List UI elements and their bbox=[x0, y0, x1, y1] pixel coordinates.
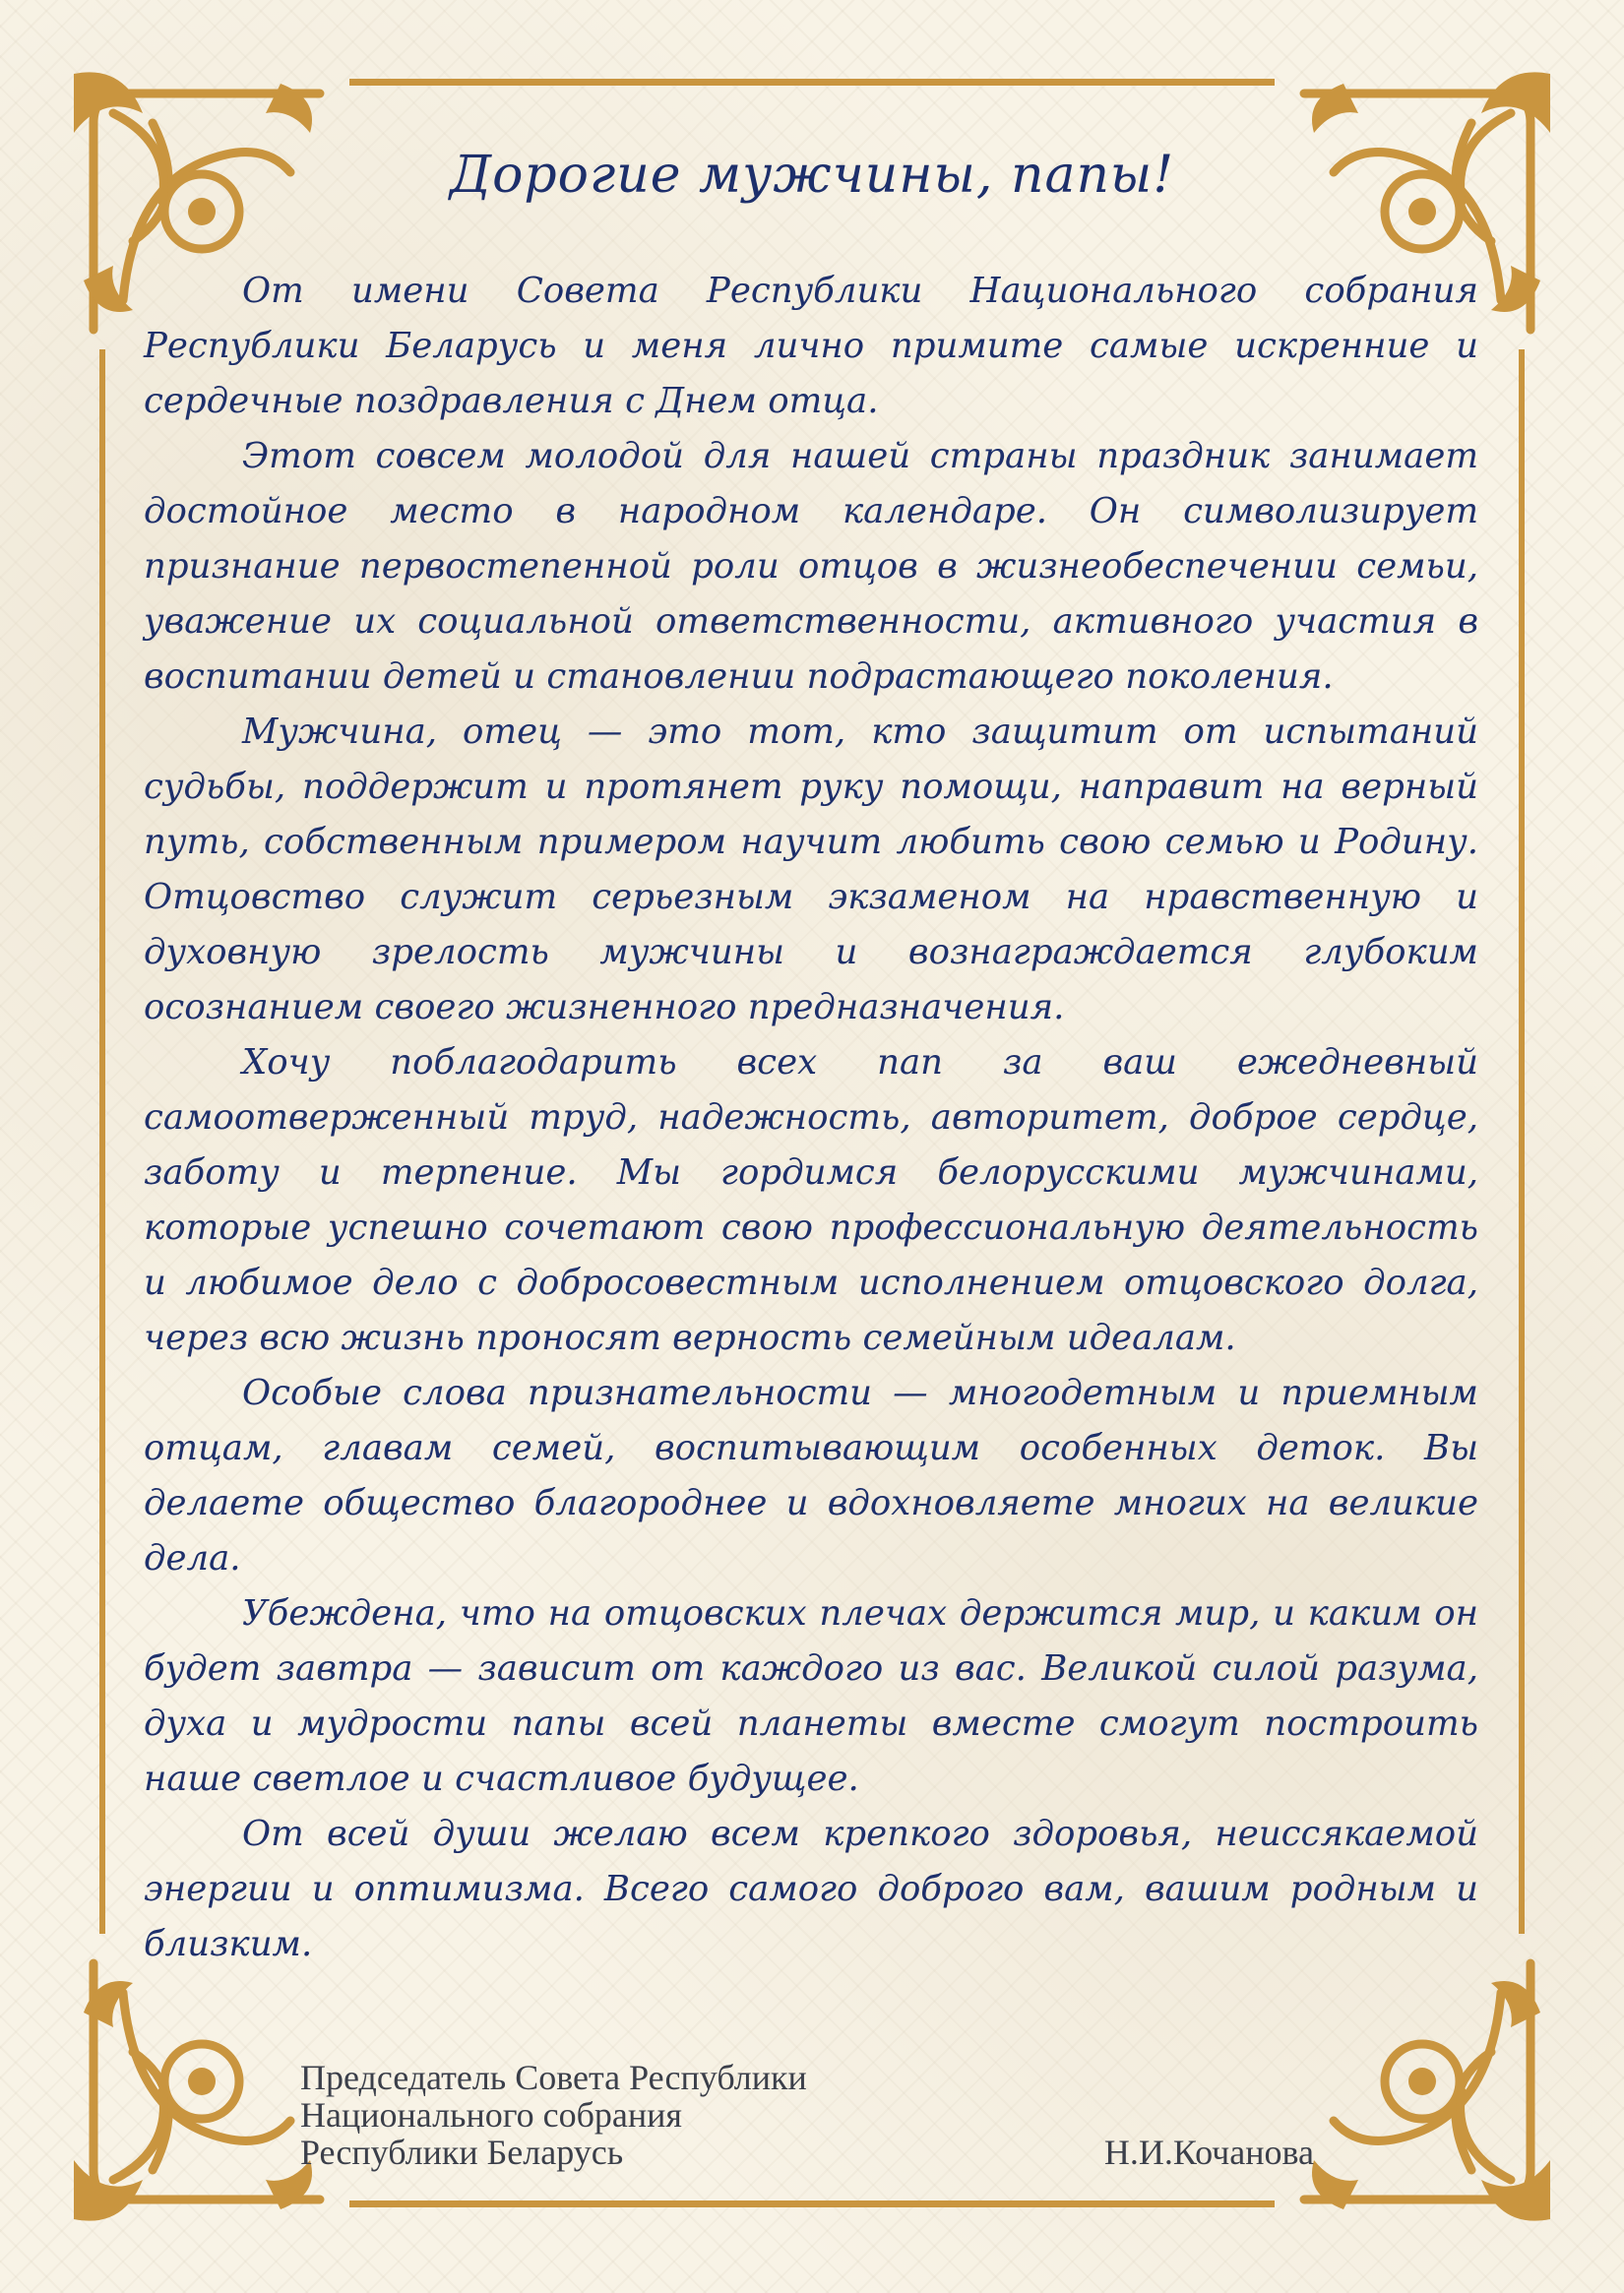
paragraph: Убеждена, что на отцовских плечах держится мир, и каким он будет завтра — зависит от каждого из вас. Великой силой разума, духа и мудрости папы всей планеты вместе смогут построить наше светлое и счастливое будущее. bbox=[144, 1593, 1478, 1799]
signature-block bbox=[300, 2059, 1334, 2187]
frame-top-line bbox=[349, 79, 1275, 86]
paragraph: От всей души желаю всем крепкого здоровья, неиссякаемой энергии и оптимизма. Всего самого доброго вам, вашим родным и близким. bbox=[144, 1814, 1478, 1964]
frame-bottom-line bbox=[349, 2200, 1275, 2207]
letter-body bbox=[144, 264, 1478, 1972]
paragraph: Особые слова признательности — многодетным и приемным отцам, главам семей, воспитывающим особенных деток. Вы делаете общество благороднее и вдохновляете многих на великие дела. bbox=[144, 1373, 1478, 1579]
paragraph: Мужчина, отец — это тот, кто защитит от испытаний судьбы, поддержит и протянет руку помощи, направит на верный путь, собственным примером научит любить свою семью и Родину. Отцовство служит серьезным экзаменом на нравственную и духовную зрелость мужчины и вознаграждается глубоким осознанием своего жизненного предназначения. bbox=[144, 712, 1478, 1027]
corner-ornament-icon bbox=[54, 1944, 340, 2239]
signatory-title-line: Национального собрания bbox=[300, 2095, 682, 2135]
paragraph: Хочу поблагодарить всех пап за ваш ежедневный самоотверженный труд, надежность, авторитет, доброе сердце, заботу и терпение. Мы гордимся белорусскими мужчинами, которые успешно сочетают свою профессиональную деятельность и любимое дело с добросовестным исполнением отцовского долга, через всю жизнь проносят верность семейным идеалам. bbox=[144, 1042, 1478, 1358]
signatory-name: Н.И.Кочанова bbox=[1103, 2133, 1314, 2172]
paragraph: От имени Совета Республики Национального собрания Республики Беларусь и меня лично примите самые искренние и сердечные поздравления с Днем отца. bbox=[144, 271, 1478, 421]
signatory-title-line: Председатель Совета Республики bbox=[300, 2058, 807, 2097]
paragraph: Этот совсем молодой для нашей страны праздник занимает достойное место в народном календаре. Он символизирует признание первостепенной роли отцов в жизнеобеспечении семьи, уважение их социальной ответственности, активного участия в воспитании детей и становлении подрастающего поколения. bbox=[144, 436, 1478, 697]
signatory-title-line: Республики Беларусь bbox=[300, 2133, 624, 2172]
frame-left-line bbox=[99, 349, 105, 1934]
letter-title: Дорогие мужчины, папы! bbox=[449, 146, 1175, 205]
frame-right-line bbox=[1519, 349, 1525, 1934]
